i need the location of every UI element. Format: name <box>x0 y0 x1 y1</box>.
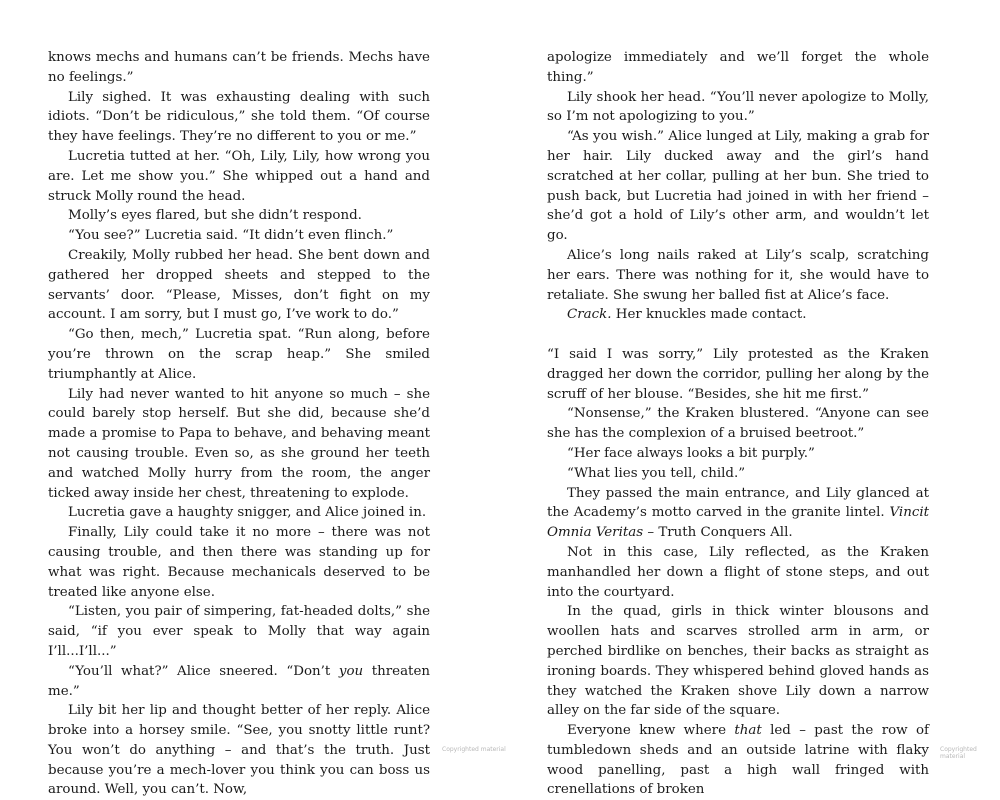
emphasis: Crack. <box>567 307 612 323</box>
paragraph <box>547 305 929 325</box>
paragraph: Alice’s long nails raked at Lily’s scalp, scratching her ears. There was nothing for it, she would have to retaliate. She swung her balled fist at Alice’s face. <box>547 247 929 303</box>
paragraph: “Go then, mech,” Lucretia spat. “Run along, before you’re thrown on the scrap heap.” She smiled triumphantly at Alice. <box>48 327 430 382</box>
copyright-watermark: Copyrighted material <box>940 746 977 760</box>
text-run: – Truth Conquers All. <box>643 525 793 541</box>
paragraph <box>547 721 929 800</box>
right-page <box>547 48 929 800</box>
text-run: Her knuckles made contact. <box>611 307 807 323</box>
left-page <box>48 48 430 800</box>
paragraph: In the quad, girls in thick winter blousons and woollen hats and scarves strolled arm in arm, or perched birdlike on benches, their backs as straight as ironing boards. They whispered behind gloved hands as they watched the Kraken shove Lily down a narrow alley on the far side of the square. <box>547 604 929 719</box>
paragraph: Creakily, Molly rubbed her head. She bent down and gathered her dropped sheets and stepped to the servants’ door. “Please, Misses, don’t fight on my account. I am sorry, but I must go, I’ve work to do.” <box>48 247 430 323</box>
paragraph: Finally, Lily could take it no more – there was not causing trouble, and then there was standing up for what was right. Because mechanicals deserved to be treated like anyone else. <box>48 525 430 600</box>
paragraph: “Nonsense,” the Kraken blustered. “Anyone can see she has the complexion of a bruised beetroot.” <box>547 406 929 442</box>
paragraph: knows mechs and humans can’t be friends. Mechs have no feelings.” <box>48 50 430 85</box>
paragraph: Lucretia gave a haughty snigger, and Alice joined in. <box>68 505 427 521</box>
paragraph: apologize immediately and we’ll forget the whole thing.” <box>547 50 929 85</box>
paragraph <box>547 484 929 543</box>
paragraph: Lily shook her head. “You’ll never apologize to Molly, so I’m not apologizing to you.” <box>547 89 929 125</box>
emphasis: Vincit Omnia Veritas <box>547 505 929 541</box>
paragraph: Not in this case, Lily reflected, as the Kraken manhandled her down a flight of stone steps, and out into the courtyard. <box>547 544 929 600</box>
paragraph: Lily had never wanted to hit anyone so much – she could barely stop herself. But she did, because she’d made a promise to Papa to behave, and behaving meant not causing trouble. Even so, as she ground her teeth and watched Molly hurry from the room, the anger ticked away inside her chest, threatening to explode. <box>48 386 430 501</box>
paragraph: “Her face always looks a bit purply.” <box>567 445 815 461</box>
emphasis: you <box>338 663 364 679</box>
copyright-watermark: Copyrighted material <box>442 746 506 753</box>
paragraph: Lily bit her lip and thought better of her reply. Alice broke into a horsey smile. “See, you snotty little runt? You won’t do anything – and that’s the truth. Just because you’re a mech-lover you think you can boss us around. Well, you can’t. Now, <box>48 703 430 798</box>
paragraph: Lucretia tutted at her. “Oh, Lily, Lily, how wrong you are. Let me show you.” She whipped out a hand and struck Molly round the head. <box>48 148 430 204</box>
paragraph <box>48 662 430 702</box>
text-run: threaten me.” <box>48 663 430 699</box>
paragraph: “I said I was sorry,” Lily protested as the Kraken dragged her down the corridor, pulling her along by the scruff of her blouse. “Besides, she hit me first.” <box>547 346 929 402</box>
paragraph: Molly’s eyes flared, but she didn’t respond. <box>68 208 362 224</box>
paragraph: “Listen, you pair of simpering, fat-headed dolts,” she said, “if you ever speak to Molly that way again I’ll...I’ll...” <box>48 604 430 659</box>
text-run: Everyone knew where <box>567 723 735 739</box>
emphasis: that <box>734 723 762 739</box>
paragraph: “As you wish.” Alice lunged at Lily, making a grab for her hair. Lily ducked away and the girl’s hand scratched at her collar, pulling at her bun. She tried to push back, but Lucretia had joined in with her friend – she’d got a hold of Lily’s other arm, and wouldn’t let go. <box>547 129 929 244</box>
paragraph: “What lies you tell, child.” <box>567 465 746 481</box>
text-run: They passed the main entrance, and Lily glanced at the Academy’s motto carved in the granite lintel. <box>547 485 929 521</box>
paragraph: “You see?” Lucretia said. “It didn’t even flinch.” <box>68 228 394 244</box>
paragraph: Lily sighed. It was exhausting dealing with such idiots. “Don’t be ridiculous,” she told them. “Of course they have feelings. They’re no different to you or me.” <box>48 89 430 145</box>
text-run: led – past the row of tumbledown sheds and an outside latrine with flaky wood panelling, past a high wall fringed with crenellations of broken <box>547 723 929 798</box>
text-run: “You’ll what?” Alice sneered. “Don’t <box>68 663 339 679</box>
